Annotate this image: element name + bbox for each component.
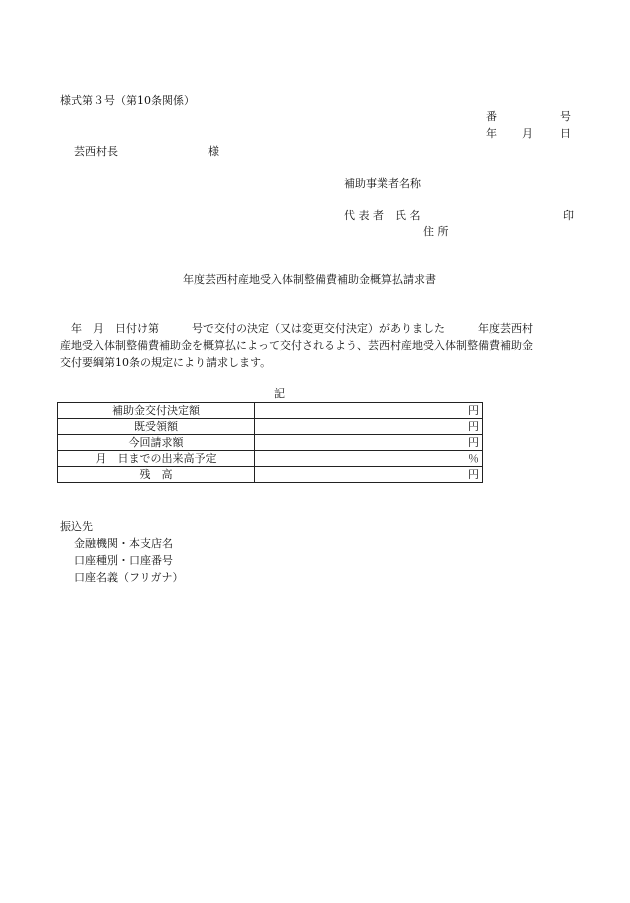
- row-label: 残 高: [58, 467, 255, 483]
- table-row: [58, 419, 483, 435]
- addressee-name: 芸西村長: [74, 145, 118, 158]
- row-label: 補助金交付決定額: [58, 403, 255, 419]
- paragraph-line: 産地受入体制整備費補助金を概算払によって交付されるよう、芸西村産地受入体制整備費補助金: [60, 339, 533, 352]
- row-label: 月 日までの出来高予定: [58, 451, 255, 467]
- date-day: 日: [560, 127, 571, 140]
- date-year: 年: [486, 127, 497, 140]
- paragraph-line: 年 月 日付け第 号で交付の決定（又は変更交付決定）がありました 年度芸西村: [60, 322, 533, 335]
- representative-label: 代 表 者 氏 名: [344, 209, 421, 222]
- paragraph-line: 交付要綱第10条の規定により請求します。: [60, 356, 272, 369]
- doc-number-ban: 番: [486, 110, 497, 123]
- transfer-item-bank: 金融機関・本支店名: [74, 537, 173, 550]
- business-name-label: 補助事業者名称: [344, 177, 421, 190]
- document-title: 年度芸西村産地受入体制整備費補助金概算払請求書: [183, 273, 436, 286]
- row-unit: 円: [255, 403, 483, 419]
- table-row: [58, 435, 483, 451]
- table-row: [58, 467, 483, 483]
- row-label: 今回請求額: [58, 435, 255, 451]
- transfer-item-account: 口座種別・口座番号: [74, 554, 173, 567]
- ki-heading: 記: [274, 387, 285, 400]
- row-unit: 円: [255, 467, 483, 483]
- transfer-item-holder: 口座名義（フリガナ）: [74, 571, 184, 584]
- row-unit: ％: [255, 451, 483, 467]
- transfer-heading: 振込先: [60, 520, 93, 533]
- form-number: 様式第３号（第10条関係）: [60, 94, 195, 107]
- table-row: [58, 403, 483, 419]
- seal-mark: 印: [563, 209, 574, 222]
- row-label: 既受領額: [58, 419, 255, 435]
- table-row: [58, 451, 483, 467]
- amounts-table: [57, 402, 483, 483]
- addressee-honorific: 様: [208, 145, 219, 158]
- row-unit: 円: [255, 419, 483, 435]
- address-label: 住 所: [423, 225, 449, 238]
- request-paragraph: [60, 320, 590, 371]
- doc-number-go: 号: [560, 110, 571, 123]
- row-unit: 円: [255, 435, 483, 451]
- date-month: 月: [522, 127, 533, 140]
